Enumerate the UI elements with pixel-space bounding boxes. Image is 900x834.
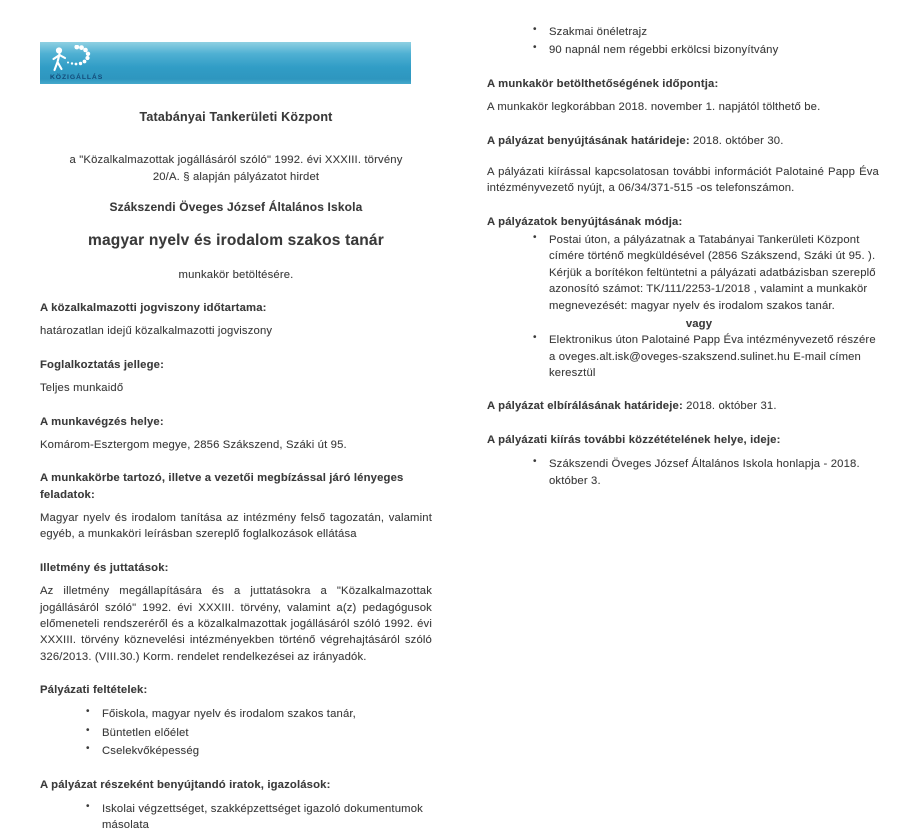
illetmeny-heading: Illetmény és juttatások: — [40, 561, 169, 574]
kozigallas-logo — [48, 45, 126, 83]
jogviszony-text: határozatlan idejű közalkalmazotti jogviszony — [40, 325, 273, 338]
feladatok-heading: A munkakörbe tartozó, illetve a vezetői megbízással járó lényeges feladatok: — [40, 472, 404, 501]
feltetelek-list — [40, 706, 432, 759]
benyujtas-heading: A pályázat benyújtásának határideje: — [487, 134, 690, 147]
list-item: • Főiskola, magyar nyelv és irodalom szakos tanár, — [86, 706, 432, 722]
benyujtas-value: 2018. október 30. — [693, 134, 784, 147]
elbiralas-heading: A pályázat elbírálásának határideje: — [487, 400, 683, 413]
mod-list — [487, 232, 879, 314]
right-column — [487, 24, 879, 633]
iratok-list-continued — [487, 24, 879, 59]
elbiralas-line — [487, 398, 879, 414]
elbiralas-value: 2018. október 31. — [686, 400, 777, 413]
list-item: • Iskolai végzettséget, szakképzettséget igazoló dokumentumok másolata — [86, 801, 432, 834]
position-note: munkakör betöltésére. — [178, 268, 294, 281]
jogviszony-heading: A közalkalmazotti jogviszony időtartama: — [40, 302, 267, 315]
left-column — [40, 20, 432, 832]
list-item: • Cselekvőképesség — [86, 743, 432, 759]
organization-title: Tatabányai Tankerületi Központ — [139, 110, 333, 124]
list-item: • 90 napnál nem régebbi erkölcsi bizonyítvány — [533, 42, 879, 58]
info-text: A pályázati kiírással kapcsolatosan további információt Palotainé Papp Éva intézményvezető nyújt, a 06/34/371-515 -os telefonszámon. — [487, 165, 879, 195]
mod-list-2 — [487, 332, 879, 381]
list-item-postai: • Postai úton, a pályázatnak a Tatabányai Tankerületi Központ címére történő megküldésével (2856 Szákszend, Száki út 95. ). Kérjük a borítékon feltüntetni a pályázati adatbázisban szereplő azonosító számot: TK/111/2253-1/2018 , valamint a munkakör megnevezését: magyar nyelv és irodalom szakos tanár. — [533, 232, 879, 314]
betoltheto-text: A munkakör legkorábban 2018. november 1. napjától tölthető be. — [487, 101, 821, 114]
kozigallas-person-icon — [48, 45, 122, 75]
mod-heading: A pályázatok benyújtásának módja: — [487, 215, 683, 228]
position-title: magyar nyelv és irodalom szakos tanár — [87, 232, 384, 250]
feltetelek-heading: Pályázati feltételek: — [40, 684, 148, 697]
kozzetetel-heading: A pályázati kiírás további közzétételének helye, ideje: — [487, 433, 781, 446]
vagy-separator: vagy — [685, 317, 713, 330]
munkavegzes-text: Komárom-Esztergom megye, 2856 Szákszend, Száki út 95. — [40, 438, 347, 451]
kozigallas-logo-text: KÖZIGÁLLÁS — [50, 74, 104, 82]
foglalkoztatas-heading: Foglalkoztatás jellege: — [40, 358, 164, 371]
betoltheto-heading: A munkakör betölthetőségének időpontja: — [487, 77, 719, 90]
kozzetetel-list — [487, 456, 879, 489]
foglalkoztatas-text: Teljes munkaidő — [40, 382, 124, 395]
iratok-list — [40, 801, 432, 834]
kozigallas-banner — [40, 42, 411, 84]
school-name: Szákszendi Öveges József Általános Iskola — [109, 199, 363, 214]
list-item: • Büntetlen előélet — [86, 725, 432, 741]
list-item: • Szakmai önéletrajz — [533, 24, 879, 40]
iratok-heading: A pályázat részeként benyújtandó iratok, igazolások: — [40, 778, 331, 791]
list-item-elektronikus: • Elektronikus úton Palotainé Papp Éva intézményvezető részére a oveges.alt.isk@oveges-szakszend.sulinet.hu E-mail címen keresztül — [533, 332, 879, 381]
feladatok-text: Magyar nyelv és irodalom tanítása az intézmény felső tagozatán, valamint egyéb, a munkaköri leírásban szereplő foglalkozások ellátása — [40, 512, 432, 541]
benyujtas-line — [487, 133, 879, 149]
illetmeny-text: Az illetmény megállapítására és a juttatásokra a "Közalkalmazottak jogállásáról szóló" 1992. évi XXXIII. törvény, valamint a(z) pedagógusok előmeneteli rendszeréről és a közalkalmazottak jogállásáról szóló 1992. évi XXXIII. törvény köznevelési intézményekben történő végrehajtásáról szóló 326/2013. (VIII.30.) Korm. rendelet rendelkezései az irányadók. — [40, 585, 432, 663]
legal-intro-text: a "Közalkalmazottak jogállásáról szóló" 1992. évi XXXIII. törvény 20/A. § alapján pályázatot hirdet — [69, 154, 403, 183]
list-item: • Szákszendi Öveges József Általános Iskola honlapja - 2018. október 3. — [533, 456, 879, 489]
munkavegzes-heading: A munkavégzés helye: — [40, 415, 164, 428]
